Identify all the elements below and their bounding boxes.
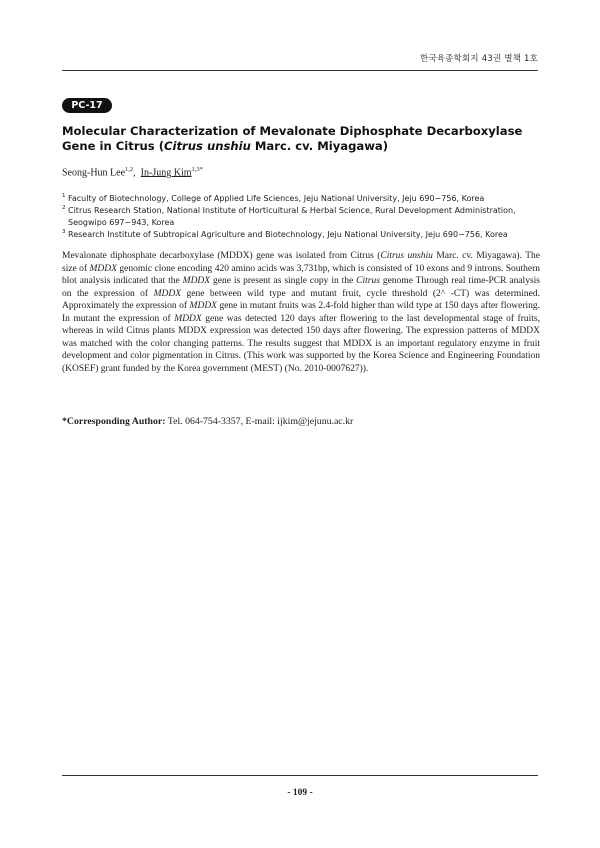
abstract-gene: MDDX	[89, 263, 117, 274]
abstract-body	[62, 250, 540, 375]
paper-title	[62, 124, 542, 154]
affiliation-text: Citrus Research Station, National Institute of Horticultural & Herbal Science, Rural Development Administration, Seogwipo 697−943, Korea	[68, 206, 516, 227]
affiliation-item	[62, 205, 540, 229]
abstract-gene: MDDX	[153, 288, 182, 299]
corresponding-contact: Tel. 064-754-3357, E-mail: ijkim@jejunu.ac.kr	[165, 416, 354, 427]
abstract-text: Marc. cv. Miyagawa). The size of	[62, 251, 540, 274]
footer-rule	[62, 775, 538, 776]
abstract-gene: MDDX	[182, 276, 211, 286]
poster-code-badge: PC-17	[62, 98, 112, 113]
author-list: Seong-Hun Lee$^{1,2}$, In-Jung Kim$^{1,3*}$	[62, 166, 203, 179]
journal-header: 한국육종학회지 43권 별책 1호	[419, 54, 538, 64]
title-part-1: Molecular Characterization of Mevalonate Diphosphate Decarboxylase Gene in Citrus (	[62, 124, 523, 153]
author-affil-marker: 1,2	[125, 166, 134, 173]
abstract-text: genomic clone encoding 420 amino acids was 3,731bp, which is consisted of 10 exons and 9 introns. Southern blot analysis indicated that the	[62, 263, 541, 286]
abstract-text: gene between wild type and mutant fruit, cycle threshold (2^ -CT) was determined. Approximately the expression of	[62, 288, 540, 311]
affiliation-item	[62, 229, 540, 241]
abstract-text: gene was detected 120 days after flowering to the last developmental stage of fruits, whereas in wild Citrus plants MDDX expression was detected 150 days after flowering. The expression patterns of MDDX was matched with the color changing patterns. The results suggest that MDDX is an important regulatory enzyme in fruit development and color pigmentation in Citrus. (This work was supported by the Korea Science and Engineering Foundation (KOSEF) grant funded by the Korea government (MEST) (No. 2010-0007627)).	[62, 313, 540, 374]
page-number: - 109 -	[287, 788, 313, 798]
title-part-2: Marc. cv. Miyagawa)	[250, 139, 389, 153]
abstract-text: Mevalonate diphosphate decarboxylase (MDDX) gene was isolated from Citrus (	[62, 251, 381, 261]
corresponding-author-name: In-Jung Kim	[140, 167, 192, 179]
author-affil-marker: 1,3*	[191, 166, 203, 173]
abstract-text: gene in mutant fruits was 2.4-fold higher than wild type at 150 days after flowering. In mutant the expression of	[62, 301, 540, 324]
corresponding-author-note	[62, 416, 540, 427]
author-name: Seong-Hun Lee	[62, 167, 126, 179]
affiliation-item	[62, 193, 540, 205]
corresponding-label: *Corresponding Author:	[62, 416, 166, 427]
affiliation-text: Faculty of Biotechnology, College of Applied Life Sciences, Jeju National University, Jeju 690−756, Korea	[68, 194, 485, 203]
abstract-gene: MDDX	[189, 301, 217, 311]
abstract-species: Citrus unshiu	[380, 251, 433, 261]
abstract-text: gene is present as single copy in the	[210, 276, 357, 286]
abstract-genus: Citrus	[356, 276, 380, 286]
affiliation-number: 3	[62, 229, 66, 235]
header-rule	[62, 70, 538, 71]
abstract-text: genome Through real time-PCR analysis on the expression of	[62, 276, 540, 299]
abstract-gene: MDDX	[174, 313, 202, 324]
affiliation-text: Research Institute of Subtropical Agriculture and Biotechnology, Jeju National University, Jeju 690−756, Korea	[68, 230, 508, 239]
title-species: Citrus unshiu	[164, 139, 251, 153]
affiliation-number: 1	[62, 193, 66, 199]
affiliation-list	[62, 193, 540, 241]
affiliation-number: 2	[62, 205, 66, 211]
